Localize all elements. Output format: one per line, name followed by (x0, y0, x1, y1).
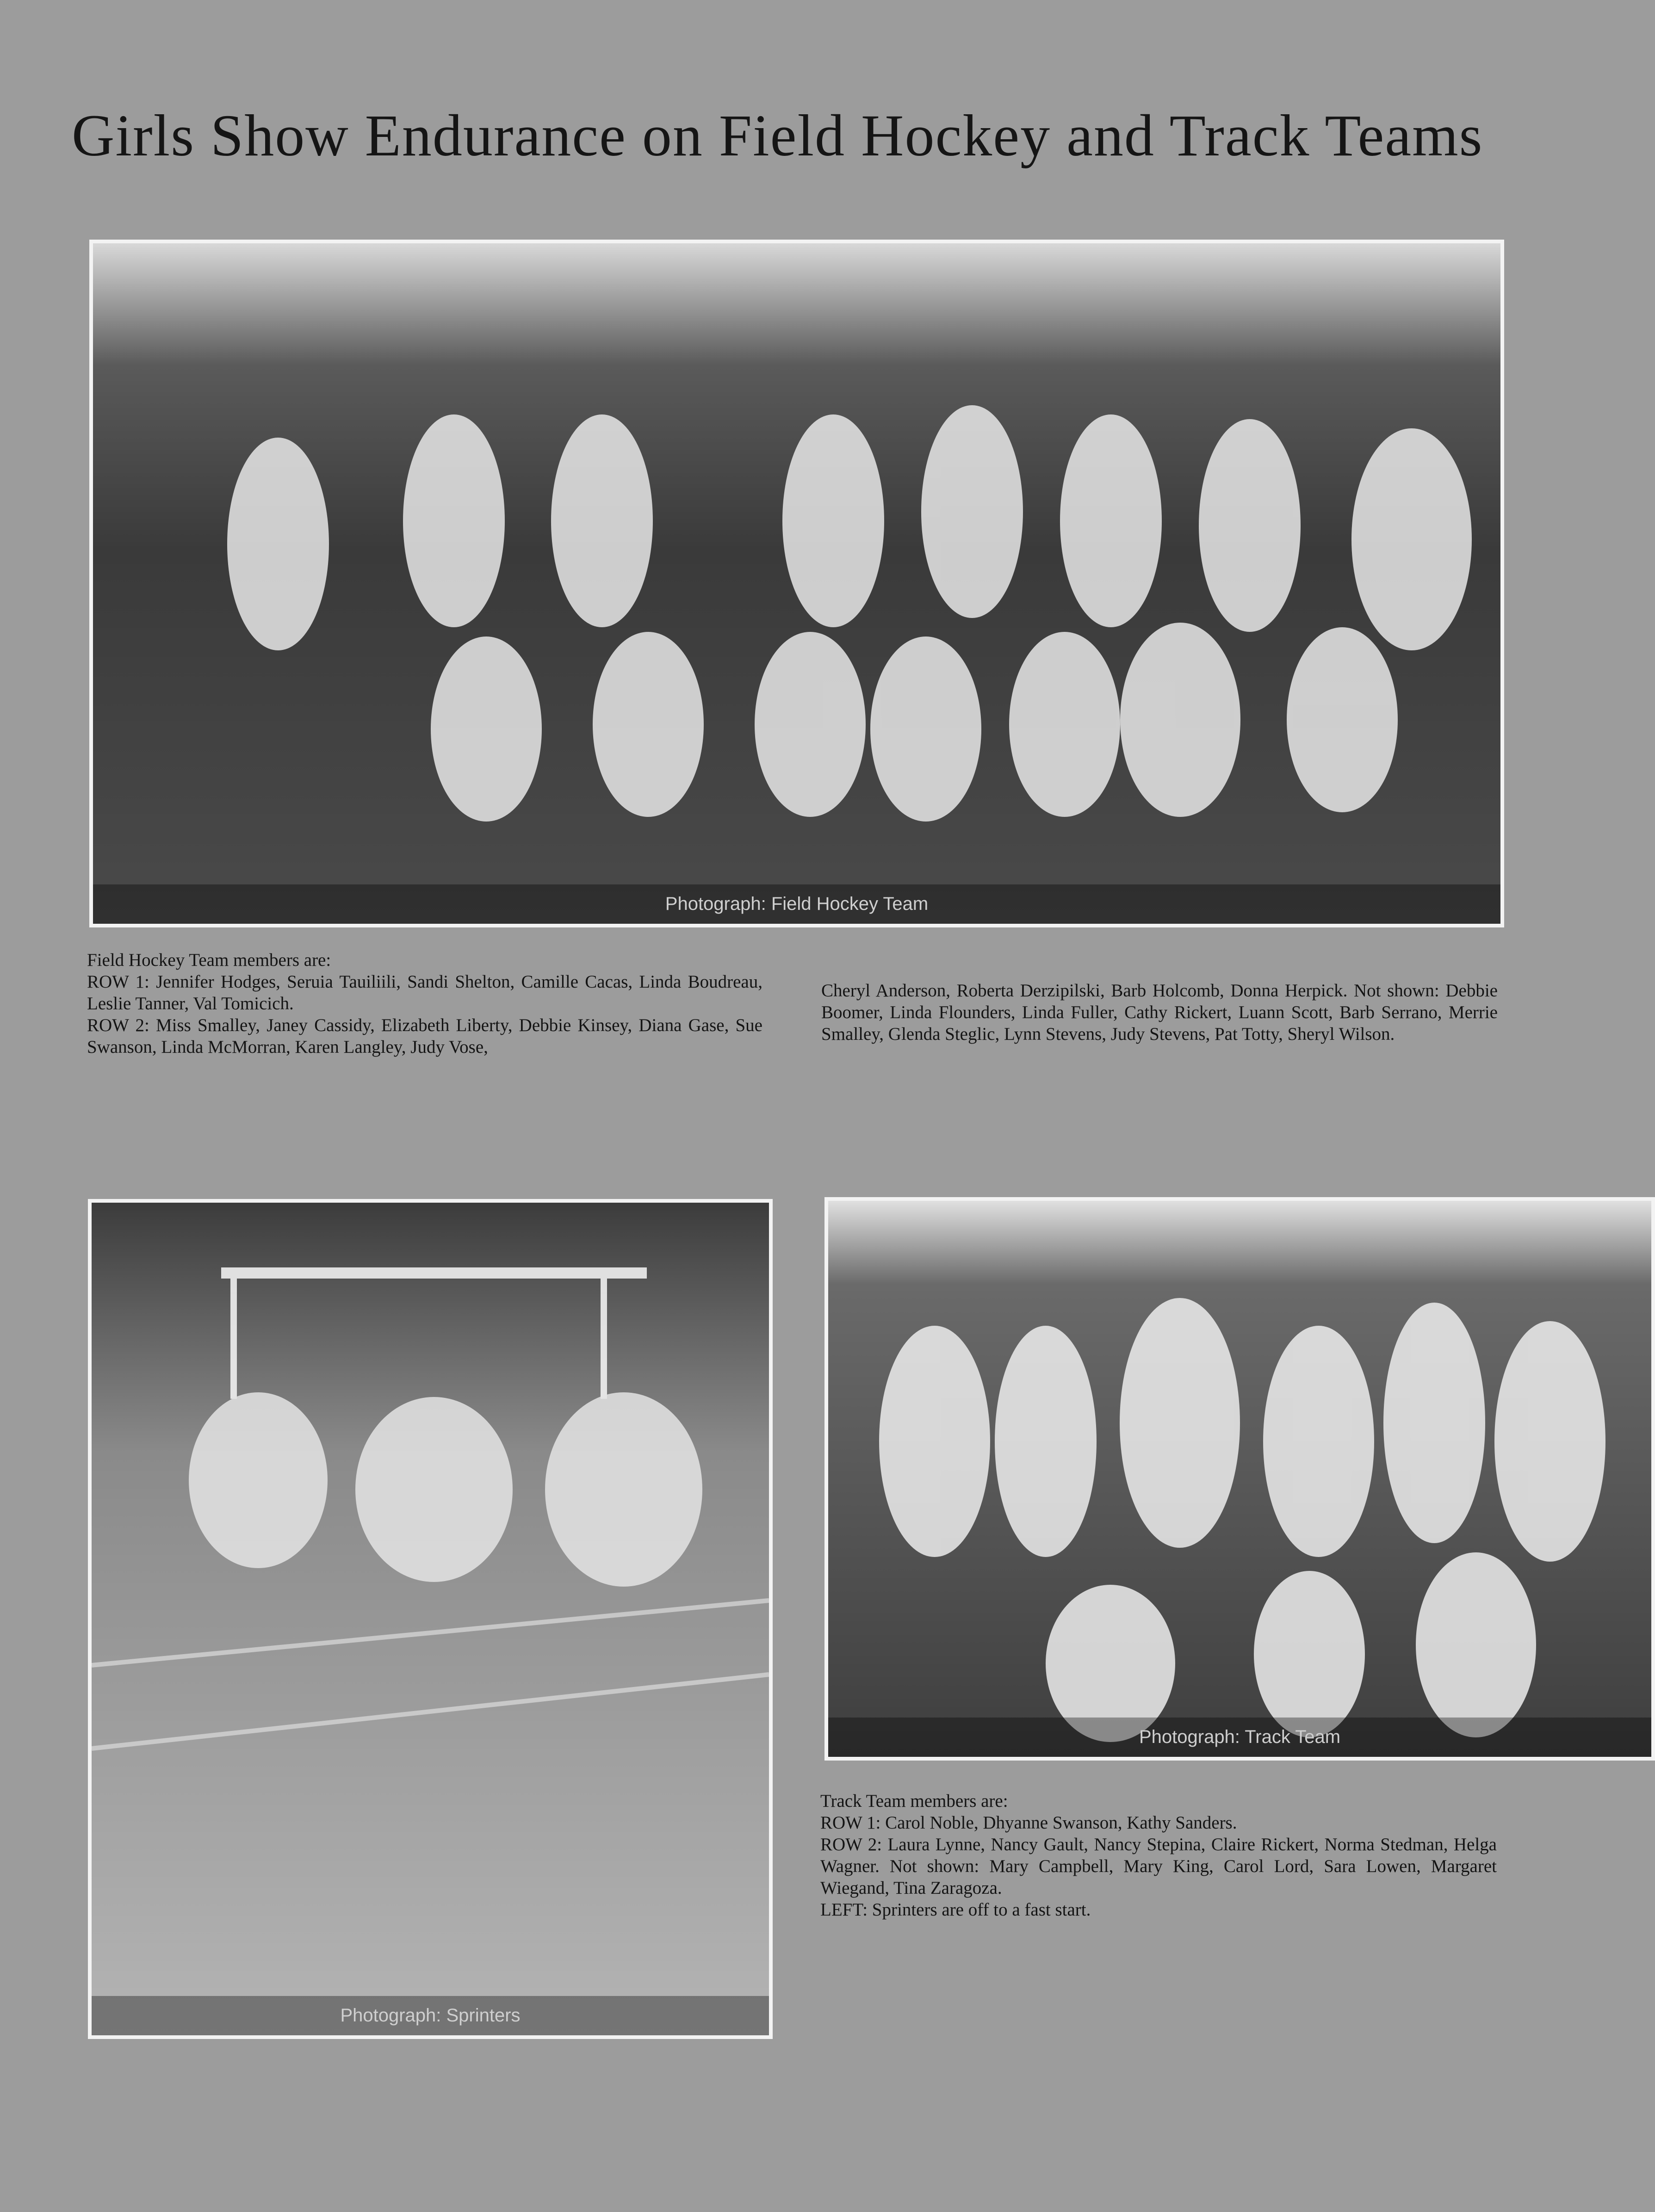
caption-left-photo: LEFT: Sprinters are off to a fast start. (820, 1900, 1091, 1920)
caption-row-2: ROW 2: Miss Smalley, Janey Cassidy, Elizabeth Liberty, Debbie Kinsey, Diana Gase, Sue Swanson, Linda McMorran, Karen Langley, Judy Vose, (87, 1015, 762, 1057)
field-hockey-caption-right (821, 980, 1498, 1045)
field-hockey-team-photo (89, 240, 1504, 927)
sprinters-photo (88, 1199, 773, 2039)
photo-placeholder-label: Photograph: Sprinters (92, 1996, 769, 2035)
page-title: Girls Show Endurance on Field Hockey and Track Teams (72, 103, 1483, 168)
photo-placeholder-label: Photograph: Track Team (828, 1718, 1651, 1757)
caption-row-1: ROW 1: Carol Noble, Dhyanne Swanson, Kathy Sanders. (820, 1813, 1237, 1833)
caption-continued: Cheryl Anderson, Roberta Derzipilski, Barb Holcomb, Donna Herpick. Not shown: Debbie Boomer, Linda Flounders, Linda Fuller, Cathy Rickert, Luann Scott, Barb Serrano, Merrie Smalley, Glenda Steglic, Lynn Stevens, Judy Stevens, Pat Totty, Sheryl Wilson. (821, 981, 1498, 1044)
track-caption (820, 1790, 1497, 1921)
caption-row-1: ROW 1: Jennifer Hodges, Seruia Tauiliili, Sandi Shelton, Camille Cacas, Linda Boudreau, Leslie Tanner, Val Tomicich. (87, 972, 762, 1013)
track-team-photo (824, 1197, 1655, 1761)
caption-row-2: ROW 2: Laura Lynne, Nancy Gault, Nancy Stepina, Claire Rickert, Norma Stedman, Helga Wagner. Not shown: Mary Campbell, Mary King, Carol Lord, Sara Lowen, Margaret Wiegand, Tina Zaragoza. (820, 1835, 1497, 1898)
field-hockey-caption-left (87, 949, 762, 1058)
caption-heading: Field Hockey Team members are: (87, 950, 331, 970)
photo-placeholder-label: Photograph: Field Hockey Team (93, 884, 1500, 924)
caption-heading: Track Team members are: (820, 1791, 1008, 1811)
